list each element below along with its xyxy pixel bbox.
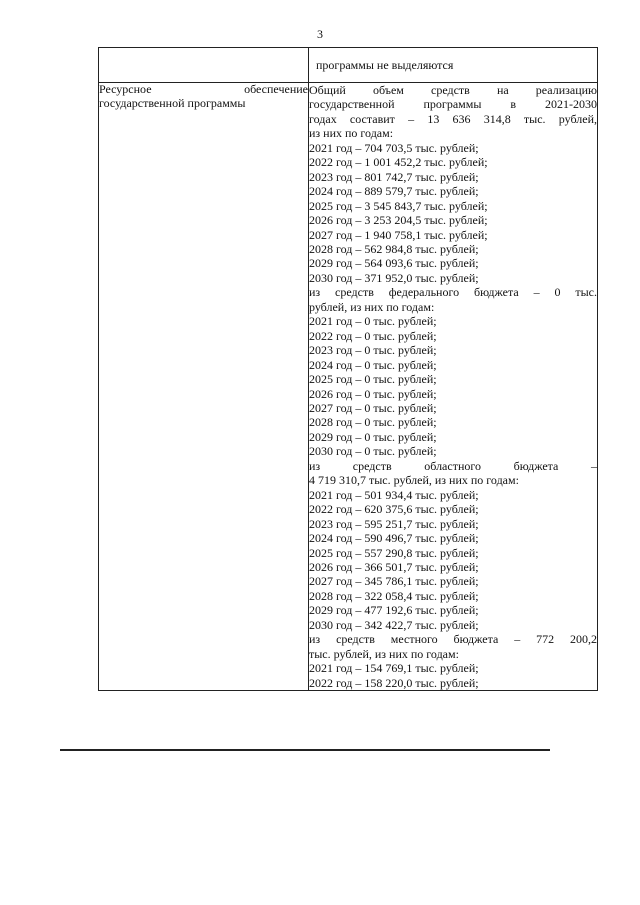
local-year-line: 2022 год – 158 220,0 тыс. рублей; [309,675,479,690]
regional-year-line: 2023 год – 595 251,7 тыс. рублей; [309,516,479,531]
regional-by-year-list [309,488,597,633]
regional-year-line: 2028 год – 322 058,4 тыс. рублей; [309,588,479,603]
page-number: 3 [317,27,323,41]
local-intro [309,632,597,661]
regional-year-line: 2024 год – 590 496,7 тыс. рублей; [309,531,479,546]
regional-intro-line: из средств областного бюджета – [309,458,597,473]
federal-year-line: 2028 год – 0 тыс. рублей; [309,415,437,430]
program-passport-table [98,47,598,691]
regional-year-line: 2022 год – 620 375,6 тыс. рублей; [309,502,479,517]
federal-year-line: 2024 год – 0 тыс. рублей; [309,357,437,372]
regional-year-line: 2026 год – 366 501,7 тыс. рублей; [309,559,479,574]
continued-row-left-cell [99,48,309,83]
regional-intro [309,459,597,488]
total-year-line: 2027 год – 1 940 758,1 тыс. рублей; [309,227,488,242]
resource-provision-label [99,83,308,110]
continued-row-right-cell: программы не выделяются [309,48,598,83]
label-line: государственной программы [99,95,246,110]
total-year-line: 2026 год – 3 253 204,5 тыс. рублей; [309,213,488,228]
regional-year-line: 2030 год – 342 422,7 тыс. рублей; [309,617,479,632]
table-row-resource-provision [99,83,598,691]
total-year-line: 2024 год – 889 579,7 тыс. рублей; [309,184,479,199]
total-year-line: 2028 год – 562 984,8 тыс. рублей; [309,241,479,256]
local-intro-line: тыс. рублей, из них по годам: [309,646,459,661]
local-by-year-list [309,661,597,690]
federal-intro-line: рублей, из них по годам: [309,299,435,314]
table-row-continued [99,48,598,83]
total-year-line: 2021 год – 704 703,5 тыс. рублей; [309,140,479,155]
label-line: Ресурсное обеспечение [99,82,308,96]
total-by-year-list [309,141,597,286]
federal-year-line: 2027 год – 0 тыс. рублей; [309,400,437,415]
federal-by-year-list [309,314,597,459]
federal-year-line: 2026 год – 0 тыс. рублей; [309,386,437,401]
intro-block [309,83,597,141]
federal-year-line: 2025 год – 0 тыс. рублей; [309,372,437,387]
intro-line: годах составит – 13 636 314,8 тыс. рублей, [309,111,597,126]
federal-year-line: 2021 год – 0 тыс. рублей; [309,314,437,329]
regional-year-line: 2021 год – 501 934,4 тыс. рублей; [309,487,479,502]
total-year-line: 2029 год – 564 093,6 тыс. рублей; [309,256,479,271]
regional-year-line: 2025 год – 557 290,8 тыс. рублей; [309,545,479,560]
federal-year-line: 2030 год – 0 тыс. рублей; [309,444,437,459]
federal-intro [309,285,597,314]
local-year-line: 2021 год – 154 769,1 тыс. рублей; [309,661,479,676]
resource-provision-label-cell [99,83,309,691]
regional-year-line: 2029 год – 477 192,6 тыс. рублей; [309,603,479,618]
federal-intro-line: из средств федерального бюджета – 0 тыс. [309,285,597,300]
local-intro-line: из средств местного бюджета – 772 200,2 [309,632,597,647]
regional-year-line: 2027 год – 345 786,1 тыс. рублей; [309,574,479,589]
regional-intro-line: 4 719 310,7 тыс. рублей, из них по годам: [309,473,519,488]
federal-year-line: 2022 год – 0 тыс. рублей; [309,328,437,343]
total-year-line: 2023 год – 801 742,7 тыс. рублей; [309,169,479,184]
resource-provision-content-cell [309,83,598,691]
intro-line: из них по годам: [309,126,394,141]
total-year-line: 2025 год – 3 545 843,7 тыс. рублей; [309,198,488,213]
total-year-line: 2030 год – 371 952,0 тыс. рублей; [309,270,479,285]
bottom-divider-line [60,749,550,751]
intro-line: государственной программы в 2021-2030 [309,97,597,112]
federal-year-line: 2029 год – 0 тыс. рублей; [309,429,437,444]
intro-line: Общий объем средств на реализацию [309,83,597,97]
federal-year-line: 2023 год – 0 тыс. рублей; [309,343,437,358]
total-year-line: 2022 год – 1 001 452,2 тыс. рублей; [309,155,488,170]
